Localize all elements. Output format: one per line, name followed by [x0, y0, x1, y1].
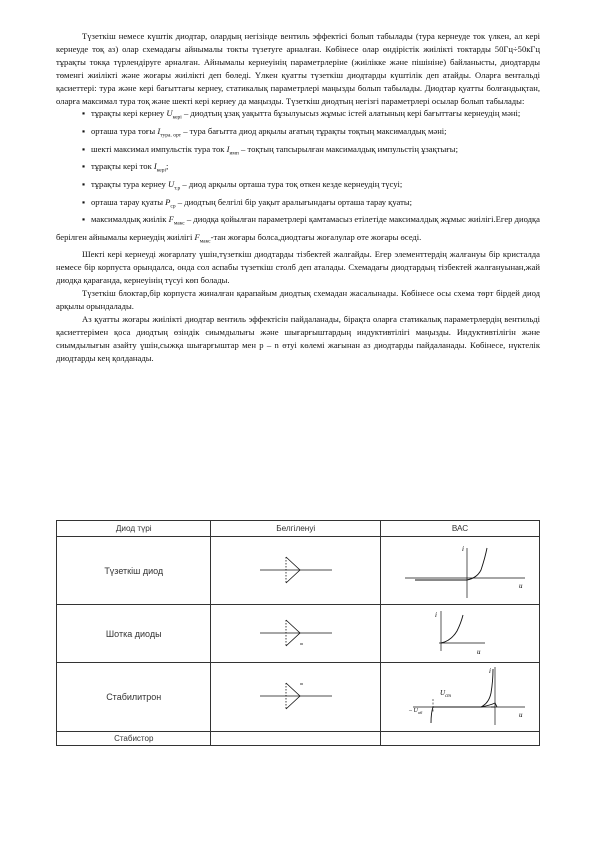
vac-cell [381, 732, 540, 746]
vac-curve [415, 548, 487, 580]
document-body [56, 30, 540, 365]
vac-cell [381, 663, 540, 732]
bullet-item: ▪ максималдық жиілік $F_{макс}$ – диодқа қойылған параметрлері қамтамасыз етілетіде максималдық жұмыс жиілігі.Егер диодқа берілген айнымалы кернеудің жиілігі $F_{макс}$-тан жоғары болса,диодтағы жоғалулар өте жоғары өседі. [56, 214, 540, 245]
bullet-icon: ▪ [82, 143, 86, 154]
diode-name: Стабилитрон [57, 663, 211, 732]
header-symbol: Белгіленуі [211, 521, 381, 537]
table-header-row [57, 521, 540, 537]
zener-diode-symbol-icon [256, 674, 336, 718]
rectifier-diode-symbol-icon [256, 548, 336, 592]
table-row [57, 537, 540, 605]
diode-symbol-cell [211, 605, 381, 663]
bullet-icon: ▪ [82, 214, 86, 225]
schottky-vac-graph [385, 607, 535, 659]
bullet-item: ▪ шекті максимал импульстік тура ток $I_{имп}$ – тоқтың тапсырылған максималдық импульстің ұзақтығы; [82, 143, 458, 157]
stabilization-voltage-label: $U_{ст}$ [440, 689, 451, 699]
table-row [57, 663, 540, 732]
vac-cell [381, 605, 540, 663]
bullet-icon: ▪ [82, 196, 86, 207]
bullet-item: ▪ тұрақты кері ток $I_{кері}$; [82, 161, 169, 175]
diode-symbol-cell [211, 537, 381, 605]
vac-curve [481, 669, 493, 707]
rectifier-vac-graph [385, 540, 535, 600]
rectifier-blocks-paragraph: Түзеткіш блоктар,бір корпуста жиналған қарапайым диодтық схемадан жасалынады. Көбінесе осы схема төрт бірдей диод арқылы орындалады. [56, 288, 540, 312]
bullet-item: ▪ тұрақты тура кернеу $U_{т.р}$ – диод арқылы орташа тура тоқ өткен кезде кернеудің түсуі; [82, 178, 403, 192]
diode-name: Шотка диоды [57, 605, 211, 663]
diode-name: Стабистор [57, 732, 211, 746]
table-row [57, 605, 540, 663]
header-diode-type: Диод түрі [57, 521, 211, 537]
intro-paragraph: Түзеткіш немесе күштік диодтар, олардың негізінде вентиль эффектісі болып табылады (тура кернеуде ток үлкен, ал кері кернеуде тоқ аз) олар схемадағы айнымалы токты түзетуге арналған. Көбінесе олар өндірістік жиілікті токтарды 50Гц÷50кГц тұрақты токқа түрлендіруге арналған. Айнымалы кернеуінің параметрлеріне (жиілікке және пішініне) байланысты, диодтарды төменгі жиілікті және жоғары жиілікті деп бөледі. Үлкен қуатты түзеткіш диодтарды күштілік деп атайды. Оларға вентальді қасиеттері: тура және кері бағыттағы кернеу, статикалық параметрлері маңызды болып табылады. Диодтар қуатты болғандықтан, оларға максимал тура тоқ және шекті кері кернеу да маңызды. Түзеткіш диодтың негізгі параметрлері осылар болып табылады: [56, 31, 540, 106]
diode-symbol-cell [211, 663, 381, 732]
schottky-diode-symbol-icon [256, 611, 336, 655]
bullet-icon: ▪ [82, 178, 86, 189]
diode-types-table [56, 520, 540, 746]
axis-u-label: u [477, 647, 481, 656]
table-row [57, 732, 540, 746]
bullet-item: ▪ орташа тарау қуаты $P_{ср}$ – диодтың белгілі бір уақыт аралығындағы орташа тарау қуаты; [82, 196, 413, 210]
axis-i-label: i [462, 544, 464, 553]
bullet-icon: ▪ [82, 108, 86, 119]
axis-i-label: i [489, 667, 491, 675]
high-frequency-paragraph: Аз қуатты жоғары жиілікті диодтар вентиль эффектісін пайдаланады, бірақта оларға статикалық параметрлердің вентильді қасиеттерімен қоса диодтың өзіндік сиымдылығы және шығарғыштардың индуктивтілігі маңызды. Индуктивтілігін және сиымдылығын азайту үшін,сыжқа шығарғыштар мен р – n өтуі көлемі жағынан аз диодтарды пайдаланады. Көбінесе, нүктелік диодтарды кең қолданады. [56, 313, 540, 363]
bullet-icon: ▪ [82, 126, 86, 137]
reverse-voltage-label: – $U_{об}$ [409, 708, 423, 715]
bullet-icon: ▪ [82, 161, 86, 172]
axis-u-label: u [519, 581, 523, 590]
zener-vac-graph [385, 663, 535, 729]
diode-symbol-cell [211, 732, 381, 746]
bullet-item: ▪ орташа тура тоғы $I_{тура. орт}$ – тура бағытта диод арқылы ағатың тұрақты тоқтың максималдық мәні; [82, 126, 447, 139]
diode-name: Түзеткіш диод [57, 537, 211, 605]
series-connection-paragraph: Шекті кері кернеуді жоғарлату үшін,түзеткіш диодтарды тізбектей жалғайды. Егер элементтердің жалғануы бір кристалда немесе бір корпуста орындалса, онда сол аспабы түзеткіш столб деп аталады. Схемадағы диодтардың тізбектей жалғануынан,жай диодқа қарағанда, кернеуінің түсуі көп болады. [56, 249, 540, 286]
axis-i-label: i [435, 610, 437, 619]
parameter-list [56, 107, 540, 248]
vac-curve [441, 615, 463, 643]
header-vac: ВАС [381, 521, 540, 537]
bullet-item: ▪ тұрақты кері кернеу $U_{кері}$ – диодтың ұзақ уақытта бұзылуысыз жұмыс істей алатының кері бағыттағы кернеудің мәні; [82, 108, 521, 122]
axis-u-label: u [519, 711, 523, 719]
vac-cell [381, 537, 540, 605]
